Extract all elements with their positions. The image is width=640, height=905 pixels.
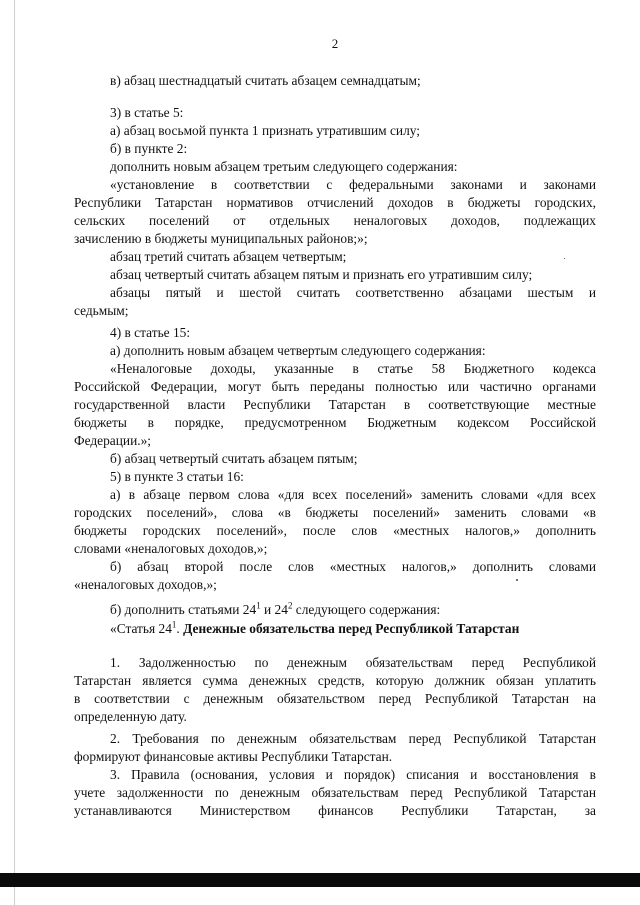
body-line: 5) в пункте 3 статьи 16: bbox=[110, 469, 244, 484]
body-line: 3) в статье 5: bbox=[110, 105, 184, 120]
body-line: государственной власти Республики Татарстан в соответствующие местные bbox=[74, 397, 596, 412]
statute-intro-suffix: следующего содержания: bbox=[292, 602, 441, 617]
body-line: зачислению в бюджеты муниципальных районов;»; bbox=[74, 231, 368, 246]
body-line: б) абзац четвертый считать абзацем пятым; bbox=[110, 451, 358, 466]
body-line: дополнить новым абзацем третьим следующего содержания: bbox=[110, 159, 458, 174]
body-line: б) в пункте 2: bbox=[110, 141, 188, 156]
body-line: в) абзац шестнадцатый считать абзацем семнадцатым; bbox=[110, 73, 421, 88]
body-line: абзац третий считать абзацем четвертым; bbox=[110, 249, 347, 264]
body-line: а) абзац восьмой пункта 1 признать утратившим силу; bbox=[110, 123, 421, 138]
article-heading bbox=[110, 619, 520, 636]
body-line: бюджеты в порядке, предусмотренном Бюджетным кодексом Российской bbox=[74, 415, 596, 430]
body-line: «неналоговых доходов,»; bbox=[74, 577, 217, 592]
body-line: «установление в соответствии с федеральными законами и законами bbox=[110, 177, 596, 192]
article-line: 1. Задолженностью по денежным обязательствам перед Республикой bbox=[110, 655, 596, 670]
body-line: 4) в статье 15: bbox=[110, 325, 191, 340]
body-line: седьмым; bbox=[74, 303, 129, 318]
scan-speck bbox=[564, 258, 565, 259]
body-line: городских поселений», слова «в бюджеты поселений» заменить словами «в bbox=[74, 505, 596, 520]
body-line: а) дополнить новым абзацем четвертым следующего содержания: bbox=[110, 343, 486, 358]
article-line: определенную дату. bbox=[74, 709, 187, 724]
article-line: 3. Правила (основания, условия и порядок) списания и восстановления в bbox=[110, 767, 596, 782]
statute-intro-sup2: 2 bbox=[287, 600, 293, 611]
body-line: б) абзац второй после слов «местных налогов,» дополнить словами bbox=[110, 559, 596, 574]
article-line: формируют финансовые активы Республики Татарстан. bbox=[74, 749, 393, 764]
statute-intro-sup1: 1 bbox=[256, 600, 261, 611]
statute-intro-prefix: б) дополнить статьями 24 bbox=[110, 602, 257, 617]
scan-bottom-border bbox=[0, 873, 640, 887]
body-line: а) в абзаце первом слова «для всех поселений» заменить словами «для всех bbox=[110, 487, 596, 502]
body-line: Федерации.»; bbox=[74, 433, 152, 448]
page-number: 2 bbox=[331, 36, 339, 51]
body-line: Российской Федерации, могут быть переданы полностью или частично органами bbox=[74, 379, 596, 394]
body-line: Республики Татарстан нормативов отчислений доходов в бюджеты городских, bbox=[74, 195, 596, 210]
body-line: «Неналоговые доходы, указанные в статье 58 Бюджетного кодекса bbox=[110, 361, 596, 376]
body-line: абзацы пятый и шестой считать соответственно абзацами шестым и bbox=[110, 285, 596, 300]
statute-intro-middle: и 24 bbox=[260, 602, 288, 617]
article-heading-title: Денежные обязательства перед Республикой Татарстан bbox=[183, 621, 520, 636]
article-line: 2. Требования по денежным обязательствам перед Республикой Татарстан bbox=[110, 731, 596, 746]
article-line: в соответствии с денежным обязательством перед Республикой Татарстан на bbox=[74, 691, 596, 706]
article-heading-dot: . bbox=[176, 621, 184, 636]
statute-intro bbox=[110, 600, 441, 617]
body-line: словами «неналоговых доходов,»; bbox=[74, 541, 268, 556]
scan-speck bbox=[516, 579, 518, 581]
body-line: бюджеты городских поселений», после слов «местных налогов,» дополнить bbox=[74, 523, 596, 538]
article-line: учете задолженности по денежным обязательствам перед Республикой Татарстан bbox=[74, 785, 596, 800]
article-line: устанавливаются Министерством финансов Республики Татарстан, за bbox=[74, 803, 596, 818]
scan-edge bbox=[14, 0, 15, 905]
article-line: Татарстан является сумма денежных средств, которую должник обязан уплатить bbox=[74, 673, 596, 688]
article-heading-prefix: «Статья 24 bbox=[110, 621, 172, 636]
article-heading-sup: 1 bbox=[171, 619, 177, 630]
body-line: сельских поселений от отдельных неналоговых доходов, подлежащих bbox=[74, 213, 596, 228]
body-line: абзац четвертый считать абзацем пятым и признать его утратившим силу; bbox=[110, 267, 533, 282]
